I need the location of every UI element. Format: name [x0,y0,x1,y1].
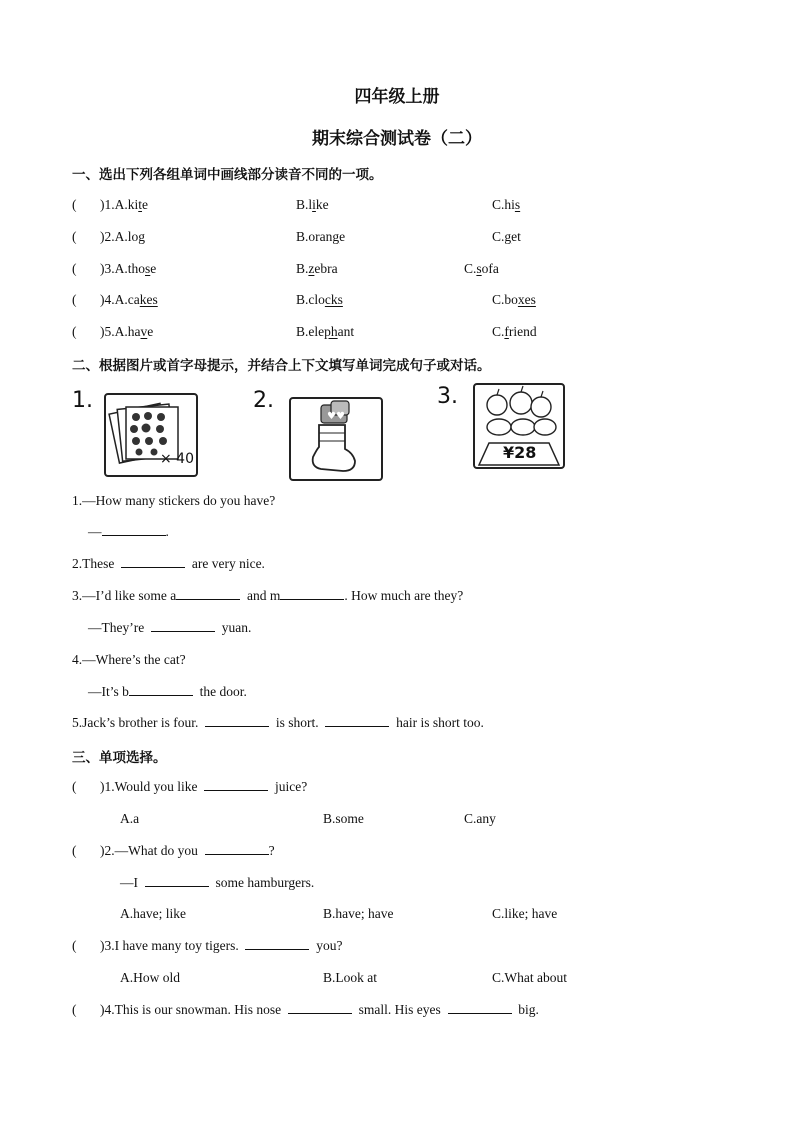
section3-heading: 三、单项选择。 [72,750,167,766]
picture-3-number: 3. [437,384,458,409]
picture-3-price: ¥28 [503,443,537,462]
underlined-part: kes [139,292,158,307]
underlined-part: s [145,261,151,276]
page-title: 期末综合测试卷（二） [312,129,482,149]
option-c: C.his [492,197,521,212]
blank[interactable] [204,779,268,791]
option-a: )2.A.log [100,229,145,244]
s3-q3-option-c: C.What about [492,970,567,985]
picture-1-number: 1. [72,388,93,413]
blank[interactable] [448,1002,512,1014]
option-b: B.like [296,197,329,212]
s2-q5: 5.Jack’s brother is four. is short. hair is short too. [72,715,484,730]
picture-3-box [473,383,565,469]
section1-heading: 一、选出下列各组单词中画线部分读音不同的一项。 [72,167,383,183]
section2-heading: 二、根据图片或首字母提示，并结合上下文填写单词完成句子或对话。 [72,358,491,374]
blank[interactable] [245,938,309,950]
blank[interactable] [205,715,269,727]
option-b: B.orange [296,229,346,244]
answer-paren[interactable]: ( [72,197,77,212]
underlined-part: ph [324,324,338,339]
s3-q1-option-c: C.any [464,811,496,826]
s2-q4: 4.—Where’s the cat? [72,652,186,667]
blank[interactable] [121,556,185,568]
option-b: B.elephant [296,324,355,339]
option-c: C.friend [492,324,537,339]
s2-q3: 3.—I’d like some a and m . How much are they? [72,588,464,603]
s3-q3-paren[interactable]: ( [72,938,77,953]
underlined-part: i [312,197,316,212]
picture-1-box [104,393,198,477]
underlined-part: g [138,229,145,244]
option-c: C.boxes [492,292,536,307]
option-a: )3.A.those [100,261,157,276]
s3-q1: )1.Would you like juice? [100,779,308,794]
option-a: )5.A.have [100,324,154,339]
blank[interactable] [280,588,344,600]
picture-2-number: 2. [253,388,274,413]
grade-title: 四年级上册 [354,87,440,107]
option-b: B.zebra [296,261,338,276]
s3-q3: )3.I have many toy tigers. you? [100,938,343,953]
underlined-part: cks [324,292,343,307]
s3-q1-paren[interactable]: ( [72,779,77,794]
underlined-part: g [332,229,340,244]
s2-q4-reply: —It’s b the door. [88,684,247,699]
picture-2-box [289,397,383,481]
s2-q1: 1.—How many stickers do you have? [72,493,276,508]
option-c: C.sofa [464,261,499,276]
underlined-part: z [308,261,315,276]
socks-icon [291,399,381,479]
underlined-part: g [504,229,512,244]
answer-paren[interactable]: ( [72,292,77,307]
answer-paren[interactable]: ( [72,261,77,276]
underlined-part: v [140,324,148,339]
blank[interactable] [325,715,389,727]
underlined-part: t [138,197,143,212]
s3-q2-option-b: B.have; have [323,906,394,921]
blank[interactable] [288,1002,352,1014]
s3-q2-option-a: A.have; like [120,906,186,921]
s3-q3-option-b: B.Look at [323,970,377,985]
s3-q2: )2.—What do you ? [100,843,275,858]
s2-q3-reply: —They’re yuan. [88,620,252,635]
picture-1-caption: × 40 [160,451,194,467]
option-a: )4.A.cakes [100,292,158,307]
blank[interactable] [176,588,240,600]
answer-paren[interactable]: ( [72,229,77,244]
s3-q4-paren[interactable]: ( [72,1002,77,1017]
option-a: )1.A.kite [100,197,149,212]
option-b: B.clocks [296,292,343,307]
blank[interactable] [102,524,166,536]
option-c: C.get [492,229,521,244]
s2-q1-answer: — . [88,524,169,539]
underlined-part: f [504,324,509,339]
s2-q2: 2.These are very nice. [72,556,265,571]
blank[interactable] [129,684,193,696]
blank[interactable] [205,843,269,855]
s3-q1-option-b: B.some [323,811,364,826]
s3-q3-option-a: A.How old [120,970,180,985]
blank[interactable] [145,875,209,887]
s3-q2-sub: —I some hamburgers. [120,875,315,890]
s3-q2-option-c: C.like; have [492,906,558,921]
underlined-part: s [514,197,521,212]
underlined-part: xes [517,292,536,307]
answer-paren[interactable]: ( [72,324,77,339]
underlined-part: s [476,261,482,276]
s3-q2-paren[interactable]: ( [72,843,77,858]
s3-q1-option-a: A.a [120,811,140,826]
s3-q4: )4.This is our snowman. His nose small. His eyes big. [100,1002,539,1017]
svg-text:♥♥: ♥♥ [327,411,345,422]
blank[interactable] [151,620,215,632]
